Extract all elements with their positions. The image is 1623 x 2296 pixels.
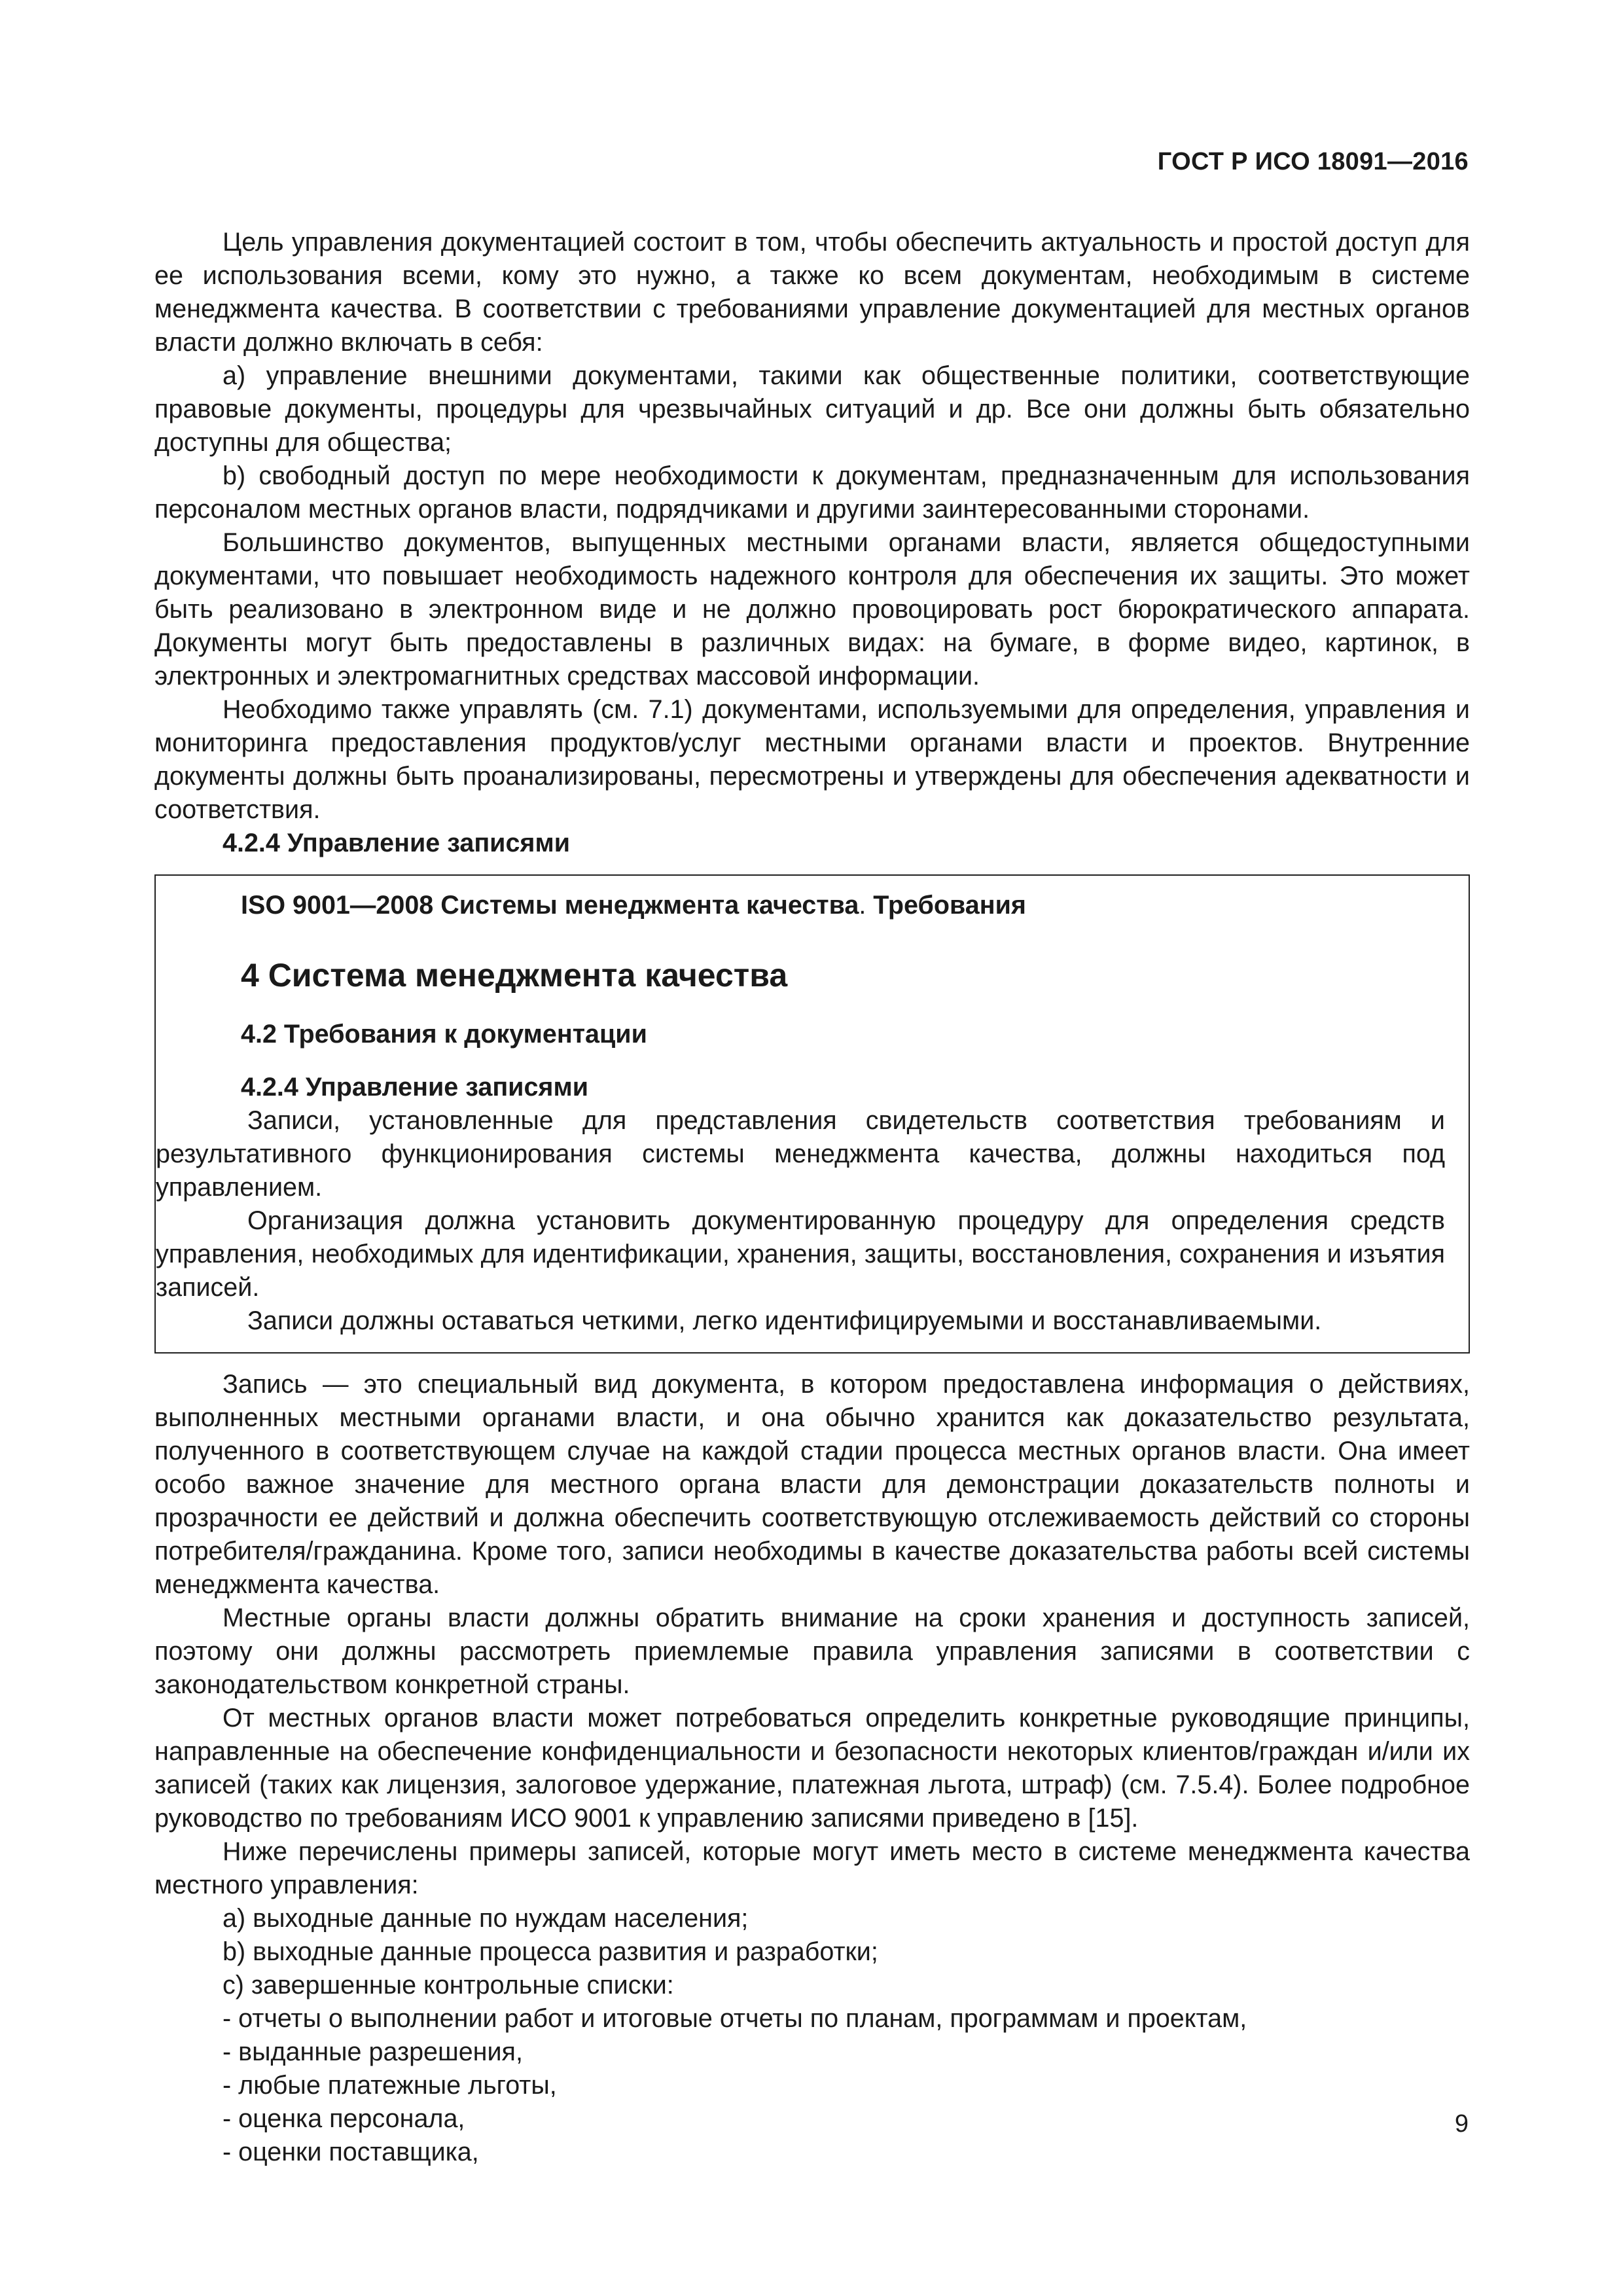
- standard-title: [241, 889, 1445, 922]
- list-item: b) выходные данные процесса развития и разработки;: [223, 1937, 878, 1966]
- standard-title-tail: Требования: [873, 891, 1026, 920]
- list-item: c) завершенные контрольные списки:: [223, 1971, 674, 2000]
- box-heading-level-2: 4.2 Требования к документации: [241, 1020, 647, 1049]
- box-paragraph: Записи должны оставаться четкими, легко идентифицируемыми и восстанавливаемыми.: [247, 1306, 1322, 1335]
- paragraph: Необходимо также управлять (см. 7.1) документами, используемыми для определения, управления и мониторинга предоставления продуктов/услуг местными органами власти и проектов. Внутренние документы должны быть проанализированы, пересмотрены и утверждены для обеспечения адекватности и соответствия.: [154, 695, 1470, 824]
- dash-list-item: - оценки поставщика,: [223, 2138, 479, 2166]
- standard-title-bold: ISO 9001—2008 Системы менеджмента качества: [241, 891, 859, 920]
- list-item: b) свободный доступ по мере необходимости к документам, предназначенным для использования персоналом местных органов власти, подрядчиками и другими заинтересованными сторонами.: [154, 461, 1470, 524]
- box-paragraph: Организация должна установить документированную процедуру для определения средств управления, необходимых для идентификации, хранения, защиты, восстановления, сохранения и изъятия записей.: [156, 1206, 1445, 1302]
- list-item: a) управление внешними документами, такими как общественные политики, соответствующие правовые документы, процедуры для чрезвычайных ситуаций и др. Все они должны быть обязательно доступны для общества;: [154, 361, 1470, 457]
- page-header: ГОСТ Р ИСО 18091—2016: [1157, 148, 1469, 175]
- paragraph: Ниже перечислены примеры записей, которые могут иметь место в системе менеджмента качества местного управления:: [154, 1837, 1470, 1899]
- standard-title-separator: .: [859, 891, 874, 920]
- paragraph: Местные органы власти должны обратить внимание на сроки хранения и доступность записей, поэтому они должны рассмотреть приемлемые правила управления записями в соответствии с законодательством конкретной страны.: [154, 1604, 1470, 1699]
- page-number: 9: [1454, 2110, 1469, 2138]
- dash-list-item: - оценка персонала,: [223, 2104, 465, 2133]
- paragraph: Большинство документов, выпущенных местными органами власти, является общедоступными документами, что повышает необходимость надежного контроля для обеспечения их защиты. Это может быть реализовано в электронном виде и не должно провоцировать рост бюрократического аппарата. Документы могут быть предоставлены в различных видах: на бумаге, в форме видео, картинок, в электронных и электромагнитных средствах массовой информации.: [154, 528, 1470, 691]
- box-heading-level-1: 4 Система менеджмента качества: [241, 957, 788, 994]
- page-content: [154, 226, 1470, 2169]
- paragraph: От местных органов власти может потребоваться определить конкретные руководящие принципы, направленные на обеспечение конфиденциальности и безопасности некоторых клиентов/граждан и/или их записей (таких как лицензия, залоговое удержание, платежная льгота, штраф) (см. 7.5.4). Более подробное руководство по требованиям ИСО 9001 к управлению записями приведено в [15].: [154, 1704, 1470, 1833]
- box-heading-level-3: 4.2.4 Управление записями: [241, 1073, 588, 1102]
- dash-list-item: - выданные разрешения,: [223, 2037, 523, 2066]
- section-heading: 4.2.4 Управление записями: [223, 829, 570, 857]
- dash-list-item: - любые платежные льготы,: [223, 2071, 557, 2100]
- paragraph: Цель управления документацией состоит в том, чтобы обеспечить актуальность и простой доступ для ее использования всеми, кому это нужно, а также ко всем документам, необходимым в системе менеджмента качества. В соответствии с требованиями управление документацией для местных органов власти должно включать в себя:: [154, 228, 1470, 357]
- paragraph: Запись — это специальный вид документа, в котором предоставлена информация о действиях, выполненных местными органами власти, и она обычно хранится как доказательство результата, полученного в соответствующем случае на каждой стадии процесса местных органов власти. Она имеет особо важное значение для местного органа власти для демонстрации доказательств полноты и прозрачности ее действий и должна обеспечить соответствующую отслеживаемость действий со стороны потребителя/гражданина. Кроме того, записи необходимы в качестве доказательства работы всей системы менеджмента качества.: [154, 1370, 1470, 1599]
- dash-list-item: - отчеты о выполнении работ и итоговые отчеты по планам, программам и проектам,: [223, 2004, 1247, 2033]
- list-item: a) выходные данные по нуждам населения;: [223, 1904, 749, 1933]
- box-paragraph: Записи, установленные для представления свидетельств соответствия требованиям и результативного функционирования системы менеджмента качества, должны находиться под управлением.: [156, 1106, 1445, 1202]
- quoted-standard-box: [154, 874, 1470, 1354]
